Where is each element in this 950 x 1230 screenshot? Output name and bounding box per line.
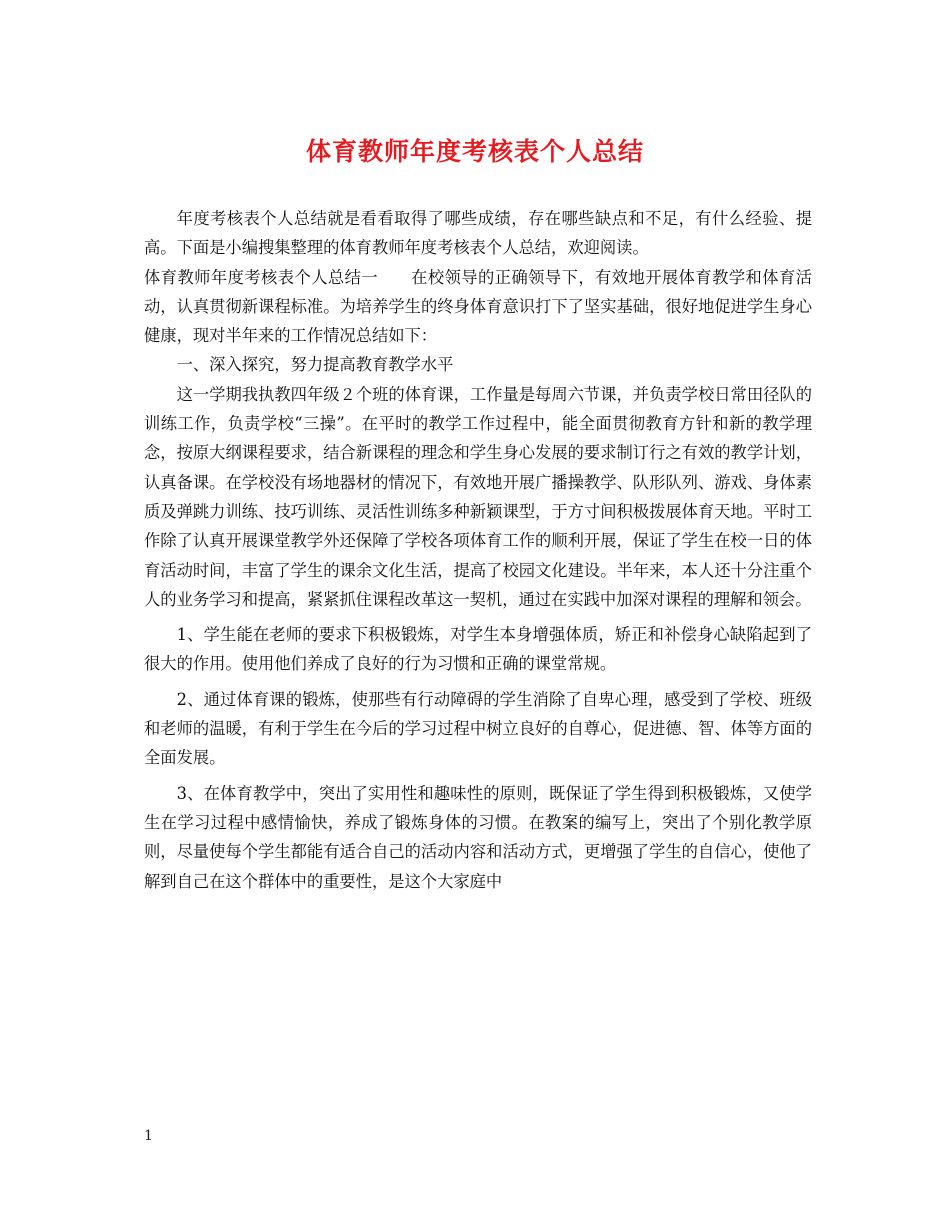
section-heading: 一、深入探究，努力提高教育教学水平	[176, 355, 454, 375]
page-number: 1	[144, 1128, 153, 1144]
list-paragraph-1: 1、学生能在老师的要求下积极锻炼，对学生本身增强体质，矫正和补偿身心缺陷起到了很大的作用。使用他们养成了良好的行为习惯和正确的课堂常规。	[144, 625, 812, 674]
section-paragraph	[144, 263, 812, 351]
section-text: 在校领导的正确领导下，有效地开展体育教学和体育活动，认真贯彻新课程标准。为培养学生的终身体育意识打下了坚实基础，很好地促进学生身心健康，现对半年来的工作情况总结如下：	[144, 267, 812, 346]
list-paragraph-2: 2、通过体育课的锻炼，使那些有行动障碍的学生消除了自卑心理，感受到了学校、班级和老师的温暖，有利于学生在今后的学习过程中树立良好的自尊心，促进德、智、体等方面的全面发展。	[144, 689, 812, 768]
document-title: 体育教师年度考核表个人总结	[305, 137, 644, 166]
list-paragraph-3: 3、在体育教学中，突出了实用性和趣味性的原则，既保证了学生得到积极锻炼，又使学生在学习过程中感情愉快，养成了锻炼身体的习惯。在教案的编写上，突出了个别化教学原则，尽量使每个学生都能有适合自己的活动内容和活动方式，更增强了学生的自信心，使他了解到自己在这个群体中的重要性，是这个大家庭中	[144, 783, 812, 891]
section-label: 体育教师年度考核表个人总结一	[144, 267, 379, 287]
document-body	[144, 204, 812, 896]
intro-paragraph: 年度考核表个人总结就是看看取得了哪些成绩，存在哪些缺点和不足，有什么经验、提高。下面是小编搜集整理的体育教师年度考核表个人总结，欢迎阅读。	[144, 209, 812, 258]
body-paragraph: 这一学期我执教四年级２个班的体育课，工作量是每周六节课，并负责学校日常田径队的训练工作，负责学校“三操”。在平时的教学工作过程中，能全面贯彻教育方针和新的教学理念，按原大纲课程要求，结合新课程的理念和学生身心发展的要求制订行之有效的教学计划，认真备课。在学校没有场地器材的情况下，有效地开展广播操教学、队形队列、游戏、身体素质及弹跳力训练、技巧训练、灵活性训练多种新颖课型，于方寸间积极拨展体育天地。平时工作除了认真开展课堂教学外还保障了学校各项体育工作的顺利开展，保证了学生在校一日的体育活动时间，丰富了学生的课余文化生活，提高了校园文化建设。半年来，本人还十分注重个人的业务学习和提高，紧紧抓住课程改革这一契机，通过在实践中加深对课程的理解和领会。	[144, 384, 812, 609]
